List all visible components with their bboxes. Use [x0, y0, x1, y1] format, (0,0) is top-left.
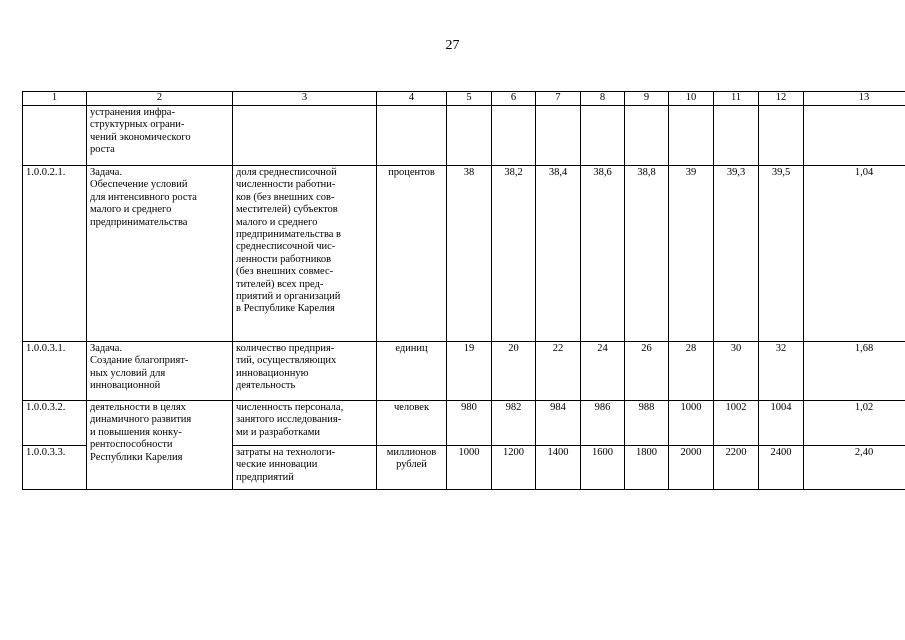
- header-cell-13: 13: [804, 92, 905, 106]
- row-title: Задача. Обеспечение условий для интенсивного роста малого и среднего предпринимательства: [87, 166, 233, 342]
- row-value: 39: [669, 166, 714, 342]
- row-title: Задача. Создание благоприят- ных условий для инновационной: [87, 342, 233, 401]
- row-unit: миллионов рублей: [377, 446, 447, 490]
- row-indicator: [233, 106, 377, 166]
- header-cell-3: 3: [233, 92, 377, 106]
- header-cell-8: 8: [581, 92, 625, 106]
- header-cell-7: 7: [536, 92, 581, 106]
- row-value: 20: [492, 342, 536, 401]
- row-value: 38,2: [492, 166, 536, 342]
- header-cell-5: 5: [447, 92, 492, 106]
- row-value: 1200: [492, 446, 536, 490]
- table-row: [23, 166, 905, 342]
- row-value: 38: [447, 166, 492, 342]
- row-value: 22: [536, 342, 581, 401]
- header-row: [23, 92, 905, 106]
- row-unit: процентов: [377, 166, 447, 342]
- row-value: 1004: [759, 401, 804, 446]
- page-number: 27: [445, 38, 460, 53]
- row-indicator: количество предприя- тий, осуществляющих инновационную деятельность: [233, 342, 377, 401]
- row-value: 24: [581, 342, 625, 401]
- row-value: [625, 106, 669, 166]
- row-value: 30: [714, 342, 759, 401]
- row-code: 1.0.0.3.3.: [23, 446, 87, 490]
- table-row: [23, 342, 905, 401]
- header-cell-9: 9: [625, 92, 669, 106]
- row-code: 1.0.0.3.1.: [23, 342, 87, 401]
- row-last-value: 1,04: [804, 166, 905, 342]
- row-code: [23, 106, 87, 166]
- row-value: 39,3: [714, 166, 759, 342]
- row-last-value: 1,68: [804, 342, 905, 401]
- row-value: 984: [536, 401, 581, 446]
- header-cell-4: 4: [377, 92, 447, 106]
- row-code: 1.0.0.3.2.: [23, 401, 87, 446]
- row-title: деятельности в целях динамичного развития и повышения конку- рентоспособности Республики Карелия: [87, 401, 233, 490]
- row-value: 32: [759, 342, 804, 401]
- indicators-table: [22, 91, 905, 490]
- table-row: [23, 401, 905, 446]
- row-value: [714, 106, 759, 166]
- row-value: 1000: [447, 446, 492, 490]
- row-last-value: 1,02: [804, 401, 905, 446]
- row-value: 39,5: [759, 166, 804, 342]
- row-value: 988: [625, 401, 669, 446]
- row-value: 1000: [669, 401, 714, 446]
- header-cell-6: 6: [492, 92, 536, 106]
- header-cell-1: 1: [23, 92, 87, 106]
- row-value: [536, 106, 581, 166]
- row-title: устранения инфра- структурных ограни- чений экономического роста: [87, 106, 233, 166]
- row-value: [581, 106, 625, 166]
- row-value: 19: [447, 342, 492, 401]
- row-value: 980: [447, 401, 492, 446]
- table-row: [23, 106, 905, 166]
- row-indicator: доля среднесписочной численности работни- ков (без внешних сов- местителей) субъектов малого и среднего предпринимательства в среднесписочной чис- ленности работников (без внешних совмес- тителей) всех пред- приятий и организаций в Республике Карелия: [233, 166, 377, 342]
- row-value: 2000: [669, 446, 714, 490]
- row-value: 38,4: [536, 166, 581, 342]
- row-last-value: 2,40: [804, 446, 905, 490]
- row-value: [447, 106, 492, 166]
- row-value: 38,6: [581, 166, 625, 342]
- row-unit: человек: [377, 401, 447, 446]
- row-value: [492, 106, 536, 166]
- row-value: 1002: [714, 401, 759, 446]
- row-value: 986: [581, 401, 625, 446]
- row-value: 1400: [536, 446, 581, 490]
- header-cell-12: 12: [759, 92, 804, 106]
- row-unit: единиц: [377, 342, 447, 401]
- row-value: 2200: [714, 446, 759, 490]
- row-value: 38,8: [625, 166, 669, 342]
- row-indicator: численность персонала, занятого исследования- ми и разработками: [233, 401, 377, 446]
- row-value: 28: [669, 342, 714, 401]
- row-code: 1.0.0.2.1.: [23, 166, 87, 342]
- header-cell-11: 11: [714, 92, 759, 106]
- row-last-value: [804, 106, 905, 166]
- row-unit: [377, 106, 447, 166]
- row-value: [669, 106, 714, 166]
- row-value: 1600: [581, 446, 625, 490]
- row-value: 982: [492, 401, 536, 446]
- row-value: 2400: [759, 446, 804, 490]
- header-cell-2: 2: [87, 92, 233, 106]
- row-indicator: затраты на технологи- ческие инновации предприятий: [233, 446, 377, 490]
- row-value: 26: [625, 342, 669, 401]
- row-value: 1800: [625, 446, 669, 490]
- row-value: [759, 106, 804, 166]
- header-cell-10: 10: [669, 92, 714, 106]
